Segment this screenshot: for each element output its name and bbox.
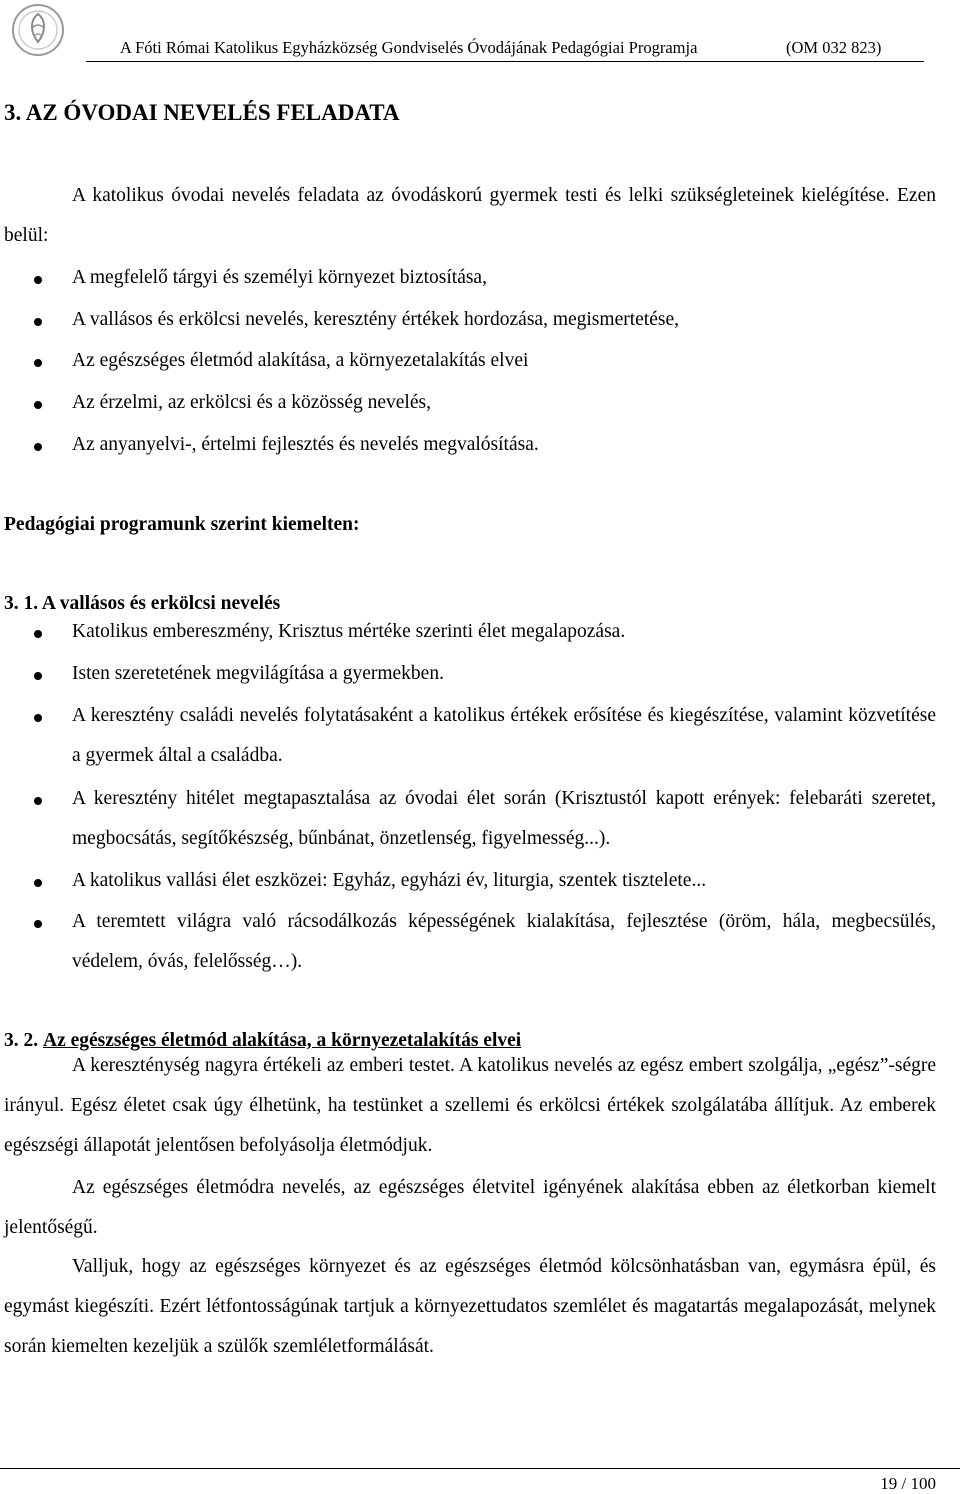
paragraph-text: A kereszténység nagyra értékeli az emberi testet. A katolikus nevelés az egész embert szolgálja, „egész”-ségre irányul. Egész életet csak úgy élhetünk, ha testünket a szellemi és erkölcsi értékek szolgálatába állítjuk. Az emberek egészségi állapotát jelentősen befolyásolja életmódjuk. [4,1055,936,1156]
list-item-text: A vallásos és erkölcsi nevelés, keresztény értékek hordozása, megismertetése, [72,309,679,330]
list-item-text: Az érzelmi, az erkölcsi és a közösség nevelés, [72,392,431,413]
list-item-text: Az egészséges életmód alakítása, a környezetalakítás elvei [72,350,529,371]
header-divider [86,61,924,62]
list-item-text: Katolikus embereszmény, Krisztus mértéke szerinti élet megalapozása. [72,621,626,642]
page-header [120,38,920,58]
bullet-icon [34,920,42,928]
bullet-icon [34,714,42,722]
bullet-icon [34,879,42,887]
intro-paragraph [4,176,936,256]
list-item [4,612,936,652]
bullet-icon [34,443,42,451]
bullet-icon [34,672,42,680]
list-item-text: Isten szeretetének megvilágítása a gyermekben. [72,663,444,684]
parish-logo-icon [10,2,66,58]
list-item [4,258,936,298]
list-item [4,341,936,381]
list-item [4,779,936,859]
emphasis-heading: Pedagógiai programunk szerint kiemelten: [4,514,360,535]
list-item-text: A keresztény családi nevelés folytatásaként a katolikus értékek erősítése és kiegészítése, valamint közvetítése a gyermek által a családba. [72,705,936,766]
list-item-text: A megfelelő tárgyi és személyi környezet biztosítása, [72,267,487,288]
bullet-icon [34,401,42,409]
list-item-text: A keresztény hitélet megtapasztalása az óvodai élet során (Krisztustól kapott erények: felebaráti szeretet, megbocsátás, segítőkészség, bűnbánat, önzetlenség, figyelmesség...). [72,788,936,849]
section-2-paragraph-1 [4,1046,936,1166]
list-item-text: A katolikus vallási élet eszközei: Egyház, egyházi év, liturgia, szentek tisztelete... [72,870,707,891]
list-item [4,654,936,694]
section-1-heading: 3. 1. A vallásos és erkölcsi nevelés [4,593,281,614]
list-item [4,383,936,423]
footer-divider [0,1468,960,1469]
list-item-text: A teremtett világra való rácsodálkozás képességének kialakítása, fejlesztése (öröm, hála, megbecsülés, védelem, óvás, felelősség…). [72,911,936,972]
section-2-paragraph-2 [4,1168,936,1248]
intro-text: A katolikus óvodai nevelés feladata az óvodáskorú gyermek testi és lelki szükségleteinek kielégítése. Ezen belül: [4,185,936,246]
header-om-code: (OM 032 823) [786,38,882,57]
list-item [4,861,936,901]
bullet-icon [34,318,42,326]
section-2-paragraph-3 [4,1247,936,1367]
list-item [4,902,936,982]
bullet-icon [34,359,42,367]
bullet-icon [34,797,42,805]
list-item [4,696,936,776]
bullet-icon [34,276,42,284]
paragraph-text: Valljuk, hogy az egészséges környezet és az egészséges életmód kölcsönhatásban van, egymásra épül, és egymást kiegészíti. Ezért létfontosságúnak tartjuk a környezettudatos szemlélet és magatartás megalapozását, melynek során kiemelten kezeljük a szülők szemléletformálását. [4,1256,936,1357]
list-item [4,300,936,340]
header-title: A Fóti Római Katolikus Egyházközség Gondviselés Óvodájának Pedagógiai Programja [120,38,698,57]
page-number: 19 / 100 [880,1474,936,1493]
chapter-heading: 3. AZ ÓVODAI NEVELÉS FELADATA [4,100,400,125]
list-item-text: Az anyanyelvi-, értelmi fejlesztés és nevelés megvalósítása. [72,434,539,455]
section-2-number: 3. 2. [4,1030,39,1051]
bullet-icon [34,630,42,638]
paragraph-text: Az egészséges életmódra nevelés, az egészséges életvitel igényének alakítása ebben az életkorban kiemelt jelentőségű. [4,1177,936,1238]
list-item [4,425,936,465]
section-2-title: Az egészséges életmód alakítása, a környezetalakítás elvei [43,1030,522,1051]
